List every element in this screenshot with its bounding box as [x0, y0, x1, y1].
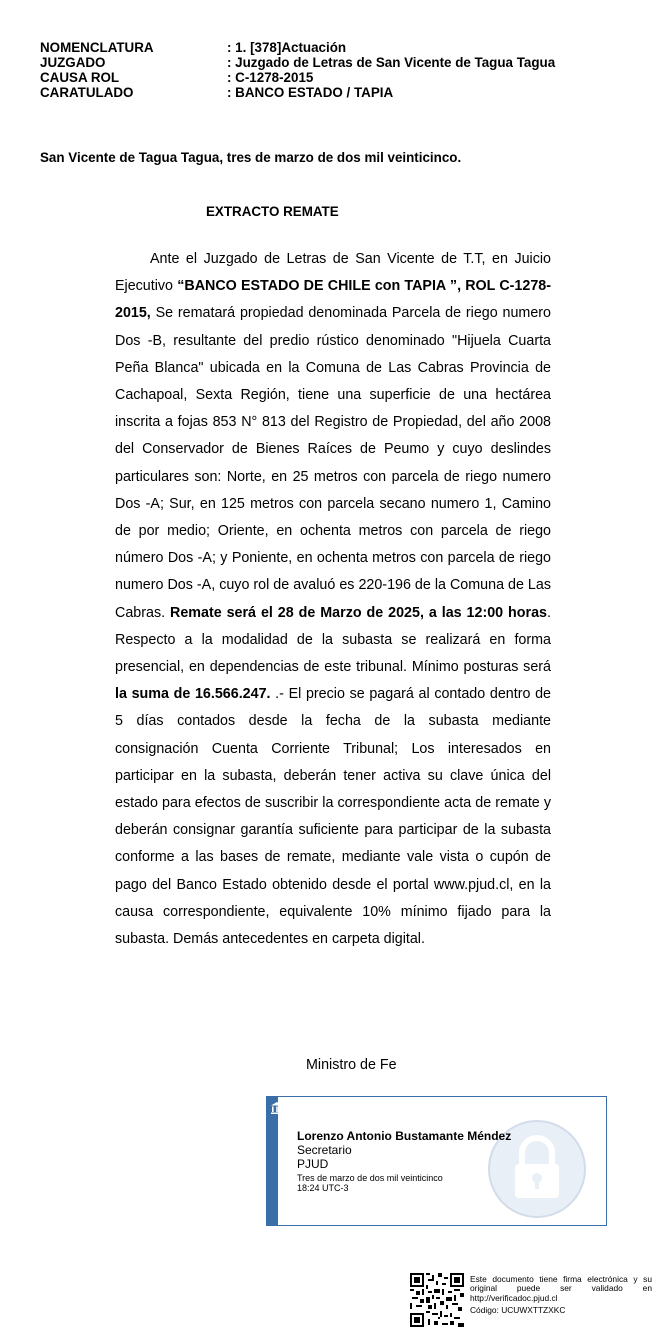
- signature-time: 18:24 UTC-3: [297, 1183, 349, 1193]
- qr-code: [410, 1273, 464, 1332]
- header-label: NOMENCLATURA: [40, 40, 154, 55]
- signature-box: [266, 1096, 607, 1226]
- signer-name: Lorenzo Antonio Bustamante Méndez: [297, 1129, 512, 1143]
- header-row-juzgado: [40, 55, 555, 70]
- document-title: EXTRACTO REMATE: [206, 204, 339, 219]
- header-row-nomenclatura: [40, 40, 555, 55]
- header-label: CAUSA ROL: [40, 70, 120, 85]
- header-value: : C-1278-2015: [227, 70, 314, 85]
- auction-date-bold: Remate será el 28 de Marzo de 2025, a las 12:00 horas: [170, 604, 547, 621]
- header-row-caratulado: [40, 85, 555, 100]
- signer-role: Secretario: [297, 1143, 352, 1157]
- date-line: San Vicente de Tagua Tagua, tres de marzo de dos mil veinticinco.: [40, 150, 462, 165]
- header-label: CARATULADO: [40, 85, 134, 100]
- case-name-bold: “BANCO ESTADO DE CHILE con TAPIA ”, ROL C-1278-2015,: [115, 278, 552, 322]
- ministro-label: Ministro de Fe: [306, 1057, 397, 1073]
- signer-info: [297, 1129, 511, 1193]
- body-segment: Ante el Juzgado de Letras de San Vicente de T.T, en Juicio Ejecutivo: [115, 251, 551, 295]
- institution-icon: [270, 1101, 284, 1120]
- minimum-bid-bold: la suma de 16.566.247.: [115, 686, 271, 703]
- verification-note: [470, 1275, 652, 1315]
- signature-timestamp: [297, 1173, 511, 1193]
- verification-text: Este documento tiene firma electrónica y su original puede ser validado en http://verificadoc.pjud.cl: [470, 1274, 652, 1303]
- header-label: JUZGADO: [40, 55, 106, 70]
- body-segment: . Respecto a la modalidad de la subasta se realizará en forma presencial, en dependencias de este tribunal. Mínimo posturas será: [115, 604, 551, 676]
- case-header: [40, 40, 555, 100]
- header-value: : Juzgado de Letras de San Vicente de Tagua Tagua: [227, 55, 556, 70]
- body-text: [115, 246, 551, 953]
- header-value: : 1. [378]Actuación: [227, 40, 347, 55]
- verification-code: Código: UCUWXTTZXKC: [470, 1304, 566, 1315]
- header-value: : BANCO ESTADO / TAPIA: [227, 85, 394, 100]
- signature-date: Tres de marzo de dos mil veinticinco: [297, 1173, 443, 1183]
- body-paragraph: [115, 246, 551, 953]
- body-segment: .- El precio se pagará al contado dentro de 5 días contados desde la fecha de la subasta mediante consignación Cuenta Corriente Tribunal; Los interesados en participar en la subasta, deberán tener activa su clave única del estado para efectos de suscribir la correspondiente acta de remate y deberán consignar garantía suficiente para participar de la subasta conforme a las bases de remate, mediante vale vista o cupón de pago del Banco Estado obtenido desde el portal www.pjud.cl, en la causa correspondiente, equivalente 10% mínimo fijado para la subasta. Demás antecedentes en carpeta digital.: [115, 686, 551, 948]
- header-row-causa-rol: [40, 70, 555, 85]
- signer-org: PJUD: [297, 1157, 329, 1171]
- body-segment: Se rematará propiedad denominada Parcela de riego numero Dos -B, resultante del predio rústico denominado "Hijuela Cuarta Peña Blanca" ubicada en la Comuna de Las Cabras Provincia de Cachapoal, Sexta Región, tiene una superficie de una hectárea inscrita a fojas 853 N° 813 del Registro de Propiedad, del año 2008 del Conservador de Bienes Raíces de Peumo y cuyo deslindes particulares son: Norte, en 25 metros con parcela de riego numero Dos -A; Sur, en 125 metros con parcela secano numero 1, Camino de por medio; Oriente, en ochenta metros con parcela de riego número Dos -A; y Poniente, en ochenta metros con parcela de riego numero Dos -A, cuyo rol de avaluó es 220-196 de la Comuna de Las Cabras.: [115, 305, 551, 621]
